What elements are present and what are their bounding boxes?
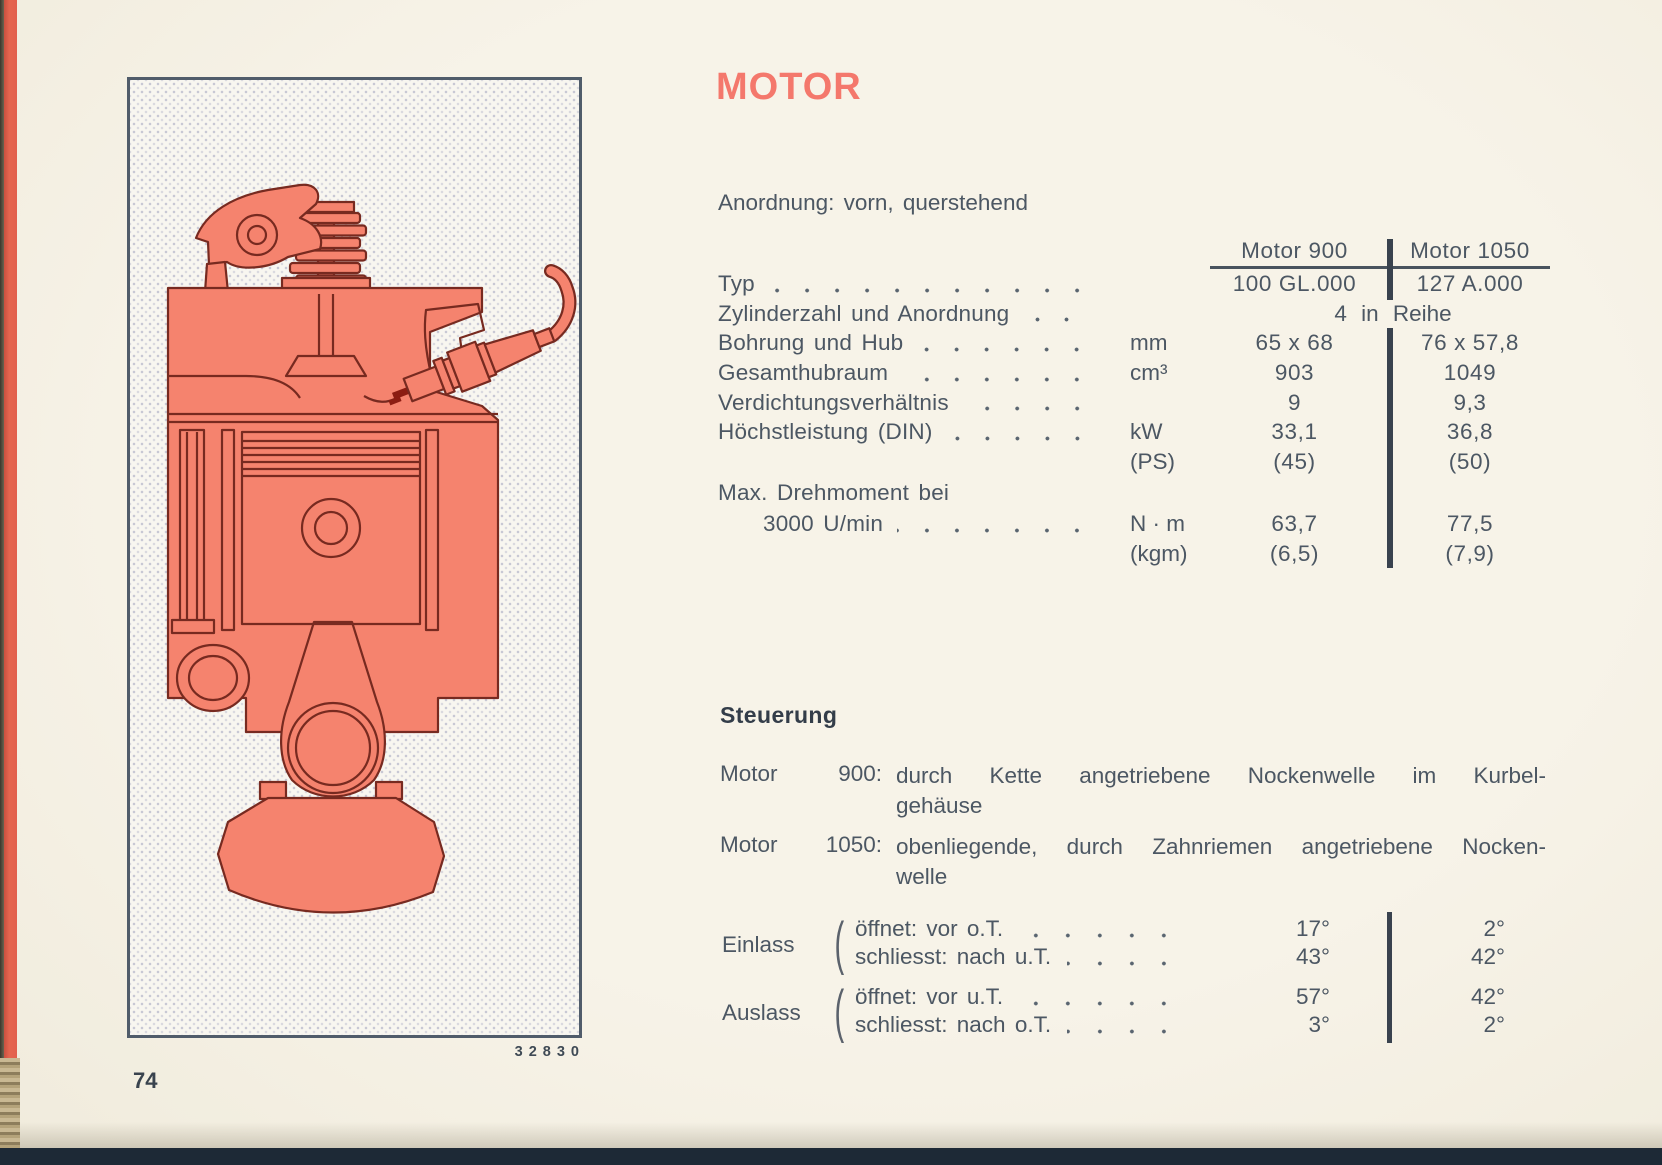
steuerung-item-motor-1050 xyxy=(720,832,1546,892)
row-label: öffnet: vor o.T. xyxy=(855,916,1004,941)
row-label: öffnet: vor u.T. xyxy=(855,984,1004,1009)
einlass-brace: ( xyxy=(834,911,845,976)
row-label: 3000 U/min xyxy=(763,511,884,536)
dot-leader xyxy=(963,406,1092,411)
table-header-rule xyxy=(1210,266,1550,269)
table-row-zylinderzahl xyxy=(718,299,1548,328)
engine-cross-section-illustration xyxy=(130,80,579,1035)
item-text-line2: gehäuse xyxy=(896,793,983,818)
figure-number: 32830 xyxy=(514,1044,585,1060)
table-edge-strip xyxy=(0,1148,1662,1165)
dot-leader xyxy=(1067,1029,1180,1034)
table-row-kgm xyxy=(718,540,1548,567)
value-motor-1050: 42° xyxy=(1470,984,1505,1009)
row-label: Max. Drehmoment bei xyxy=(718,479,950,505)
table-row-drehmoment-label xyxy=(718,477,1548,508)
value-motor-900: 33,1 xyxy=(1271,419,1318,444)
table-row-hoechstleistung xyxy=(718,417,1548,447)
value-motor-900: (45) xyxy=(1273,449,1316,474)
unit-label: (PS) xyxy=(1130,449,1175,474)
value-motor-900: 63,7 xyxy=(1271,511,1318,536)
row-label: Verdichtungsverhältnis xyxy=(718,389,949,415)
group-label-auslass: Auslass xyxy=(722,1000,801,1025)
row-label: Gesamthubraum xyxy=(718,360,889,385)
steuerung-heading: Steuerung xyxy=(720,702,838,728)
value-motor-900: 43° xyxy=(1295,944,1330,969)
value-motor-1050: 36,8 xyxy=(1446,419,1494,444)
value-motor-1050: (50) xyxy=(1448,449,1492,474)
page-edge-red-strip xyxy=(4,0,17,1150)
dot-leader xyxy=(769,288,1092,293)
dot-leader xyxy=(1023,317,1081,322)
unit-label: N · m xyxy=(1130,511,1185,536)
row-label: schliesst: nach u.T. xyxy=(855,944,1052,969)
dot-leader xyxy=(902,377,1092,382)
engine-figure-frame xyxy=(127,77,582,1038)
value-motor-1050: 1049 xyxy=(1443,360,1497,385)
value-spanning: 4 in Reihe xyxy=(1334,300,1452,326)
table-row-verdichtung xyxy=(718,388,1548,417)
table-row-gesamthubraum xyxy=(718,358,1548,388)
unit-label: mm xyxy=(1130,330,1168,355)
row-label: Zylinderzahl und Anordnung xyxy=(718,300,1010,326)
value-motor-900: 3° xyxy=(1308,1012,1330,1037)
row-label: Höchstleistung (DIN) xyxy=(718,419,933,444)
table-row-drehmoment-value xyxy=(718,508,1548,540)
column-header-motor-1050: Motor 1050 xyxy=(1410,238,1530,263)
steuerung-item-motor-900 xyxy=(720,761,1546,821)
value-motor-900: 17° xyxy=(1295,916,1330,941)
value-motor-1050: 2° xyxy=(1483,916,1505,941)
value-motor-900: 100 GL.000 xyxy=(1232,271,1357,296)
value-motor-900: 57° xyxy=(1295,984,1330,1009)
arrangement-line: Anordnung: vorn, querstehend xyxy=(718,190,1028,215)
value-motor-900: (6,5) xyxy=(1269,540,1320,566)
value-motor-1050: 76 x 57,8 xyxy=(1421,330,1519,355)
dot-leader xyxy=(897,528,1092,533)
dot-leader xyxy=(947,436,1092,441)
unit-label: (kgm) xyxy=(1130,540,1188,566)
column-divider-top xyxy=(1387,239,1393,300)
row-label: Typ xyxy=(718,271,755,296)
dot-leader xyxy=(1067,961,1180,966)
unit-label: kW xyxy=(1130,419,1163,444)
value-motor-1050: 2° xyxy=(1483,1012,1505,1037)
row-label: schliesst: nach o.T. xyxy=(855,1012,1052,1037)
page-title: MOTOR xyxy=(716,66,862,108)
auslass-brace: ( xyxy=(834,979,845,1044)
item-label: Motor 1050: xyxy=(720,832,882,857)
page-bottom-shadow xyxy=(0,1122,1662,1148)
table-row-typ xyxy=(718,269,1548,299)
item-label: Motor 900: xyxy=(720,761,882,786)
page-number: 74 xyxy=(133,1068,158,1093)
item-text-line1: durch Kette angetriebene Nockenwelle im Kurbel- xyxy=(896,763,1546,788)
valve-column-divider xyxy=(1387,912,1392,1043)
value-motor-1050: 9,3 xyxy=(1453,389,1487,415)
dot-leader xyxy=(1019,1001,1180,1006)
value-motor-900: 65 x 68 xyxy=(1255,330,1334,355)
dot-leader xyxy=(917,347,1092,352)
dot-leader xyxy=(1019,933,1180,938)
page-stack-corner xyxy=(0,1058,20,1150)
table-header-row xyxy=(718,236,1548,266)
column-divider-main xyxy=(1387,328,1393,568)
column-header-motor-900: Motor 900 xyxy=(1241,238,1348,263)
valve-timing-table xyxy=(720,911,1548,1044)
item-text-line2: welle xyxy=(896,864,948,889)
value-motor-1050: (7,9) xyxy=(1445,540,1495,566)
item-text-line1: obenliegende, durch Zahnriemen angetriebene Nocken- xyxy=(896,834,1546,859)
engine-spec-table xyxy=(718,236,1548,567)
value-motor-1050: 127 A.000 xyxy=(1416,271,1524,296)
table-row-ps xyxy=(718,447,1548,477)
value-motor-900: 903 xyxy=(1274,360,1315,385)
value-motor-1050: 42° xyxy=(1470,944,1505,969)
row-label: Bohrung und Hub xyxy=(718,330,904,355)
table-row-bohrung xyxy=(718,328,1548,358)
value-motor-900: 9 xyxy=(1287,389,1302,415)
unit-label: cm³ xyxy=(1130,360,1168,385)
group-label-einlass: Einlass xyxy=(722,932,795,957)
value-motor-1050: 77,5 xyxy=(1446,511,1494,536)
